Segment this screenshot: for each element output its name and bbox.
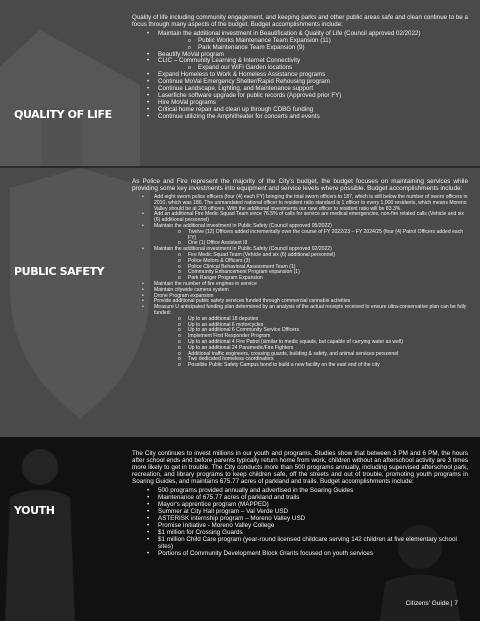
sub-list-item: o Up to an additional 24 Paramedic/Fire Fighters: [154, 346, 468, 352]
sub-list: [154, 230, 468, 247]
sub-list-item: o Up to an additional 4 Fire Patrol (similar to medic squads, but capable of carrying water as well): [154, 340, 468, 346]
list-item-text: $1 million Child Care program (year-round licensed childcare serving 142 children at five elementary school sites): [158, 536, 457, 550]
sub-list-item: o Implement First Responder Program: [154, 334, 468, 340]
list-item-text: Maintain the number of fire engines in service: [154, 280, 257, 287]
section-heading-quality-of-life: QUALITY OF LIFE: [14, 108, 112, 121]
safety-intro: As Police and Fire represent the majority of the City's budget, the budget focuses on maintaining services while providing some key investments into equipment and service levels where possible. Budget accomplishments include:: [132, 178, 468, 192]
sub-list-item: o Possible Public Safety Campus bond to build a new facility on the east end of the city: [154, 363, 468, 369]
sub-list-item: o Public Works Maintenance Team Expansion (11): [158, 38, 468, 45]
youth-intro: The City continues to invest millions in our youth and programs. Studies show that between 3 PM and 6 PM, the hours after school ends and before parents typically return home from work, children without an afterschool activity are 3 times more likely to get in trouble. The City conducts more than 500 programs annually, including supervised afterschool park, recreation, and library programs to keep children safe, off the streets and out of trouble, promoting youth programs in Soaring Guides, and maintains 675.77 acres of parkland and trails. Budget accomplishments include:: [132, 450, 468, 485]
list-item-text: Promise Initiative - Moreno Valley College: [158, 522, 275, 529]
quality-intro: Quality of life including community engagement, and keeping parks and other public areas safe and clean continue to be a focus through many aspects of the budget. Budget accomplishments include:: [132, 14, 468, 28]
youth-section: [0, 437, 480, 621]
safety-body: [132, 178, 468, 369]
list-item-text: $1 million for Crossing Guards: [158, 529, 243, 536]
sub-list-item: o Two dedicated homeless coordinators: [154, 357, 468, 363]
page-footer: Citizens' Guide | 7: [405, 600, 458, 607]
list-item: [132, 550, 468, 557]
sub-list-item: o Park Maintenance Team Expansion (9): [158, 45, 468, 52]
list-item: [132, 508, 468, 515]
quality-body: [132, 15, 468, 121]
list-item: [132, 31, 468, 52]
list-item-text: 500 programs provided annually and advertised in the Soaring Guides: [158, 487, 354, 494]
sub-list-item: o Expand our WiFi Garden locations: [158, 65, 468, 72]
list-item: [132, 224, 468, 247]
list-item-text: Maintain citywide camera system: [154, 286, 229, 293]
youth-list: [132, 487, 468, 557]
list-item: [132, 247, 468, 282]
list-item-text: CLIC – Community Learning & Internet Connectivity: [158, 57, 301, 65]
list-item: [132, 515, 468, 522]
sub-list: [158, 38, 468, 52]
list-item: [132, 529, 468, 536]
list-item: [132, 536, 468, 550]
quality-of-life-section: [0, 0, 480, 166]
list-item-text: Laserfiche software upgrade for public records (Approved prior FY): [158, 91, 342, 99]
list-item-text: Add an additional Fire Medic Squad Team since 76.5% of calls for service are medical emergencies, non-fire related calls (Vehicle and six (6) additional personnel): [154, 211, 464, 224]
sub-list-item: o Community Enhancement Program expansion (1): [154, 270, 468, 276]
list-item-text: Provide additional public safety services funded through commercial cannabis activities: [154, 298, 351, 305]
list-item: [132, 501, 468, 508]
list-item-text: Critical home repair and clean up through CDBG funding: [158, 105, 314, 113]
public-safety-section: [0, 166, 480, 439]
youth-body: [132, 450, 468, 557]
list-item-text: Portions of Community Development Block Grants focused on youth services: [158, 550, 373, 557]
list-item-text: Expand Homeless to Work & Homeless Assistance programs: [158, 71, 326, 79]
sub-list-item: o One (1) Office Assistant III: [154, 241, 468, 247]
sub-list-item: o Twelve (12) Officers added incrementally over the course of FY 2022/23 – FY 2024/25 (four (4) Patrol Officers added each FY): [154, 230, 468, 242]
sub-list: [154, 253, 468, 282]
list-item: [132, 522, 468, 529]
list-item-text: ASTERISK internship program – Moreno Valley USD: [158, 515, 306, 522]
safety-list: [132, 195, 468, 369]
sub-list-item: o Fire Medic Squad Team (Vehicle and six (6) additional personnel): [154, 253, 468, 259]
sub-list-item: o Up to an additional 6 motorcycles: [154, 323, 468, 329]
sub-list-item: o Up to an additional 6 Community Service Officers: [154, 328, 468, 334]
list-item: [132, 114, 468, 121]
list-item: [132, 487, 468, 494]
list-item-text: Continue utilizing the Amphitheater for concerts and events: [158, 112, 320, 120]
list-item-text: Maintain the additional investment in Beautification & Quality of Life (Council approved 02/2022): [158, 29, 421, 37]
sub-list-item: o Police Clinical Behavioral Assessment Team (1): [154, 265, 468, 271]
list-item-text: Continue Landscape, Lighting, and Maintenance support: [158, 85, 314, 93]
list-item-text: Hire MoVal programs: [158, 98, 216, 106]
list-item-text: Measure U anticipated funding plan determined by an analysis of the actual receipts received to ensure ultra-conservative plan can be fully funded:: [154, 304, 467, 316]
quality-list: [132, 31, 468, 121]
list-item-text: Continue MoVal Emergency Shelter/Rapid Rehousing program: [158, 78, 330, 86]
sub-list-item: o Additional traffic engineers, crossing guards, building & safety, and animal services personnel: [154, 352, 468, 358]
list-item: [132, 58, 468, 72]
list-item-text: Mayor's apprentice program (MAPPED): [158, 501, 269, 508]
list-item-text: Beautify MoVal program: [158, 50, 224, 58]
list-item: [132, 305, 468, 369]
list-item-text: Drone Program expansion: [154, 292, 214, 299]
section-heading-youth: YOUTH: [14, 504, 55, 517]
list-item-text: Maintenance of 675.77 acres of parkland and trails: [158, 494, 300, 501]
sub-list: [154, 317, 468, 369]
list-item: [132, 195, 468, 212]
sub-list-item: o Police Motors & Officers (3): [154, 259, 468, 265]
list-item-text: Add eight sworn police officers (four (4) each FY) bringing the total sworn officers to 187, which is still below the number of sworn officers in 2010, which was 186. The unmandated national officer to resident ratio standard is 1 officer to every 1,000 residents, which means Moreno Valley should be at 209 officers. With the additional investments our new officer to resident ratio will be 83.3%.: [154, 194, 468, 212]
section-heading-public-safety: PUBLIC SAFETY: [14, 265, 105, 278]
sub-list-item: o Up to an additional 18 deputies: [154, 317, 468, 323]
list-item-text: Maintain the additional investment in Public Safety (Council approved 05/2022): [154, 222, 332, 229]
list-item: [132, 494, 468, 501]
list-item-text: Summer at City Hall program – Val Verde USD: [158, 508, 289, 515]
sub-list-item: o Park Ranger Program Expansion: [154, 276, 468, 282]
list-item-text: Maintain the additional investment in Public Safety (Council approved 02/2022): [154, 246, 332, 253]
